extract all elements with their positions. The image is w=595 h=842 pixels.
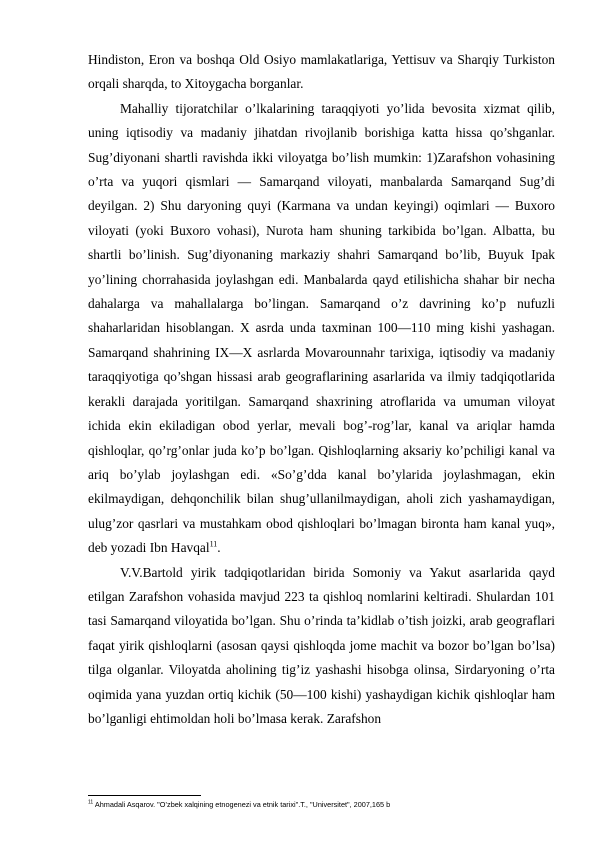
footnote <box>88 800 558 810</box>
paragraph-text: Mahalliy tijoratchilar o’lkalarining taraqqiyoti yo’lida bevosita xizmat qilib, uning iqtisodiy va madaniy jihatdan rivojlanib borishiga katta hissa qo’shganlar. Sug’diyonani shartli ravishda ikki viloyatga bo’lish mumkin: 1)Zarafshon vohasining o’rta va yuqori qismlari — Samarqand viloyati, manbalarda Samarqand Sug’di deyilgan. 2) Shu daryoning quyi (Karmana va undan keyingi) oqimlari — Buxoro viloyati (yoki Buxoro vohasi), Nurota ham shuning tarkibida bo’lgan. Albatta, bu shartli bo’linish. Sug’diyonaning markaziy shahri Samarqand bo’lib, Buyuk Ipak yo’lining chorrahasida joylashgan edi. Manbalarda qayd etilishicha shahar bir necha dahalarga va mahallalarga bo’lingan. Samarqand o’z davrining ko’p nufuzli shaharlaridan hisoblangan. X asrda unda taxminan 100—110 ming kishi yashagan. Samarqand shahrining IX—X asrlarda Movarounnahr tarixiga, iqtisodiy va madaniy taraqqiyotiga qo’shgan hissasi arab geograflarining asarlarida va ilmiy tadqiqotlarida kerakli darajada yoritilgan. Samarqand shaxrining atroflarida va umuman viloyat ichida ekin ekiladigan obod yerlar, mevali bog’-rog’lar, kanal va ariqlar hamda qishloqlar, qo’rg’onlar juda ko’p bo’lgan. Qishloqlarning aksariy ko’pchiligi kanal va ariq bo’ylab joylashgan edi. «So’g’dda kanal bo’ylarida joylashmagan, ekin ekilmaydigan, dehqonchilik bilan shug’ullanilmaydigan, aholi zich yashamaydigan, ulug’zor qasrlari va mustahkam obod qishloqlari bo’lmagan bironta ham kanal yuq», deb yozadi Ibn Havqal <box>88 100 555 556</box>
paragraph-bartold <box>88 561 555 732</box>
paragraph-merchants <box>88 97 555 561</box>
paragraph-end: . <box>217 540 221 556</box>
footnote-reference[interactable]: 11 <box>209 539 218 549</box>
footnote-text: Ahmadali Asqarov. "O’zbek xalqining etnogenezi va etnik tarixi".T., "Universitet", 2007,165 b <box>93 800 391 809</box>
footnote-divider <box>88 795 201 796</box>
footnote-number: 11 <box>88 799 94 806</box>
body-text <box>88 48 555 731</box>
paragraph-continuation <box>88 48 555 97</box>
paragraph-text: Hindiston, Eron va boshqa Old Osiyo mamlakatlariga, Yettisuv va Sharqiy Turkiston orqali sharqda, to Xitoygacha borganlar. <box>88 52 555 92</box>
paragraph-text: V.V.Bartold yirik tadqiqotlaridan birida Somoniy va Yakut asarlarida qayd etilgan Zarafshon vohasida mavjud 223 ta qishloq nomlarini keltiradi. Shulardan 101 tasi Samarqand viloyatida bo’lgan. Shu o’rinda ta’kidlab o’tish joizki, arab geograflari faqat yirik qishloqlarni (asosan qaysi qishloqda jome machit va bozor bo’lgan bo’lsa) tilga olganlar. Viloyatda aholining tig’iz yashashi hisobga olinsa, Sirdaryoning o’rta oqimida yana yuzdan ortiq kichik (50—100 kishi) yashaydigan kichik qishloqlar ham bo’lganligi ehtimoldan holi bo’lmasa kerak. Zarafshon <box>88 564 555 726</box>
